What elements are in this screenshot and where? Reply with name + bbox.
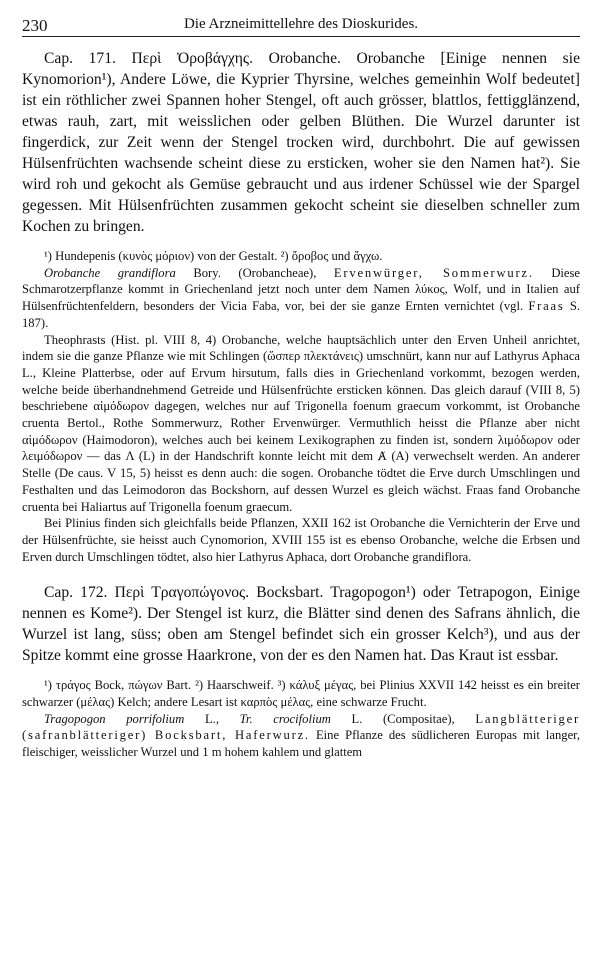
footnote-marks-171: ¹) Hundepenis (κυνὸς μόριον) von der Gestalt. ²) ὄροβος und ἄγχω. — [44, 249, 383, 263]
commentary-paragraph-3: Bei Plinius finden sich gleichfalls beide Pflanzen, XXII 162 ist Orobanche die Vernichterin der Erve und der Hülsenfrüchte, sie heisst auch Cynomorion, XVIII 155 ist es ebenso Orobanche, welche die Erbsen und Erven durch Umschlingen tödtet, also hier Lathyrus Aphaca, dort Orobanche grandiflora. — [22, 516, 580, 564]
page-body — [22, 48, 580, 761]
commentary-paragraph-2: Theophrasts (Hist. pl. VIII 8, 4) Orobanche, welche hauptsächlich unter den Erven Unheil anrichtet, indem sie die ganze Pflanze wie mit Schlingen (ὥσπερ πλεκτάνεις) umschnürt, kann nur auf Lathyrus Aphaca L., Kleine Platterbse, oder auf Ervum hirsutum, falls dies in Griechenland vorkommt, bezogen werden, welche beide überhandnehmend Getreide und Hülsenfrüchte ersticken können. Das gleich darauf (VIII 8, 5) beschriebene αἱμόδωρον dagegen, welches nur auf Trigonella foenum graecum vorkommt, ist Orobanche cruenta Bertol., Rothe Sommerwurz, Rother Ervenwürger. Vermuthlich heisst die Pflanze aber nicht αἱμόδωρον (Haimodoron), welches auch bei keinem Lexikographen zu finden ist, sondern λιμόδωρον oder λειμόδωρον — das Λ (L) in der Handschrift konnte leicht mit dem Ⱥ (A) verwechselt werden. An anderer Stelle (De caus. V 15, 5) heisst es denn auch: die sogen. Orobanche tödtet die Erve durch Umschlingen und Festhalten und das Leimodoron das Bockshorn, auf dessen Wurzel es gleich wächst. Fraas fand Orobanche cruenta bei Haliartus auf Trigonella foenum graecum. — [22, 332, 580, 514]
species-name-2: Tr. crocifolium — [239, 711, 331, 726]
chapter-172 — [22, 582, 580, 761]
chapter-172-text: Cap. 172. Περὶ Τραγοπώγονος. Bocksbart. Tragopogon¹) oder Tetrapogon, Einige nennen es Kome²). Der Stengel ist kurz, die Blätter sind denen des Safrans ähnlich, die Wurzel ist lang, süss; oben am Stengel befindet sich ein grosser Kelch³), und aus der Spitze kommt eine grosse Haarkrone, von der es den Namen hat. Das Kraut ist essbar. — [22, 584, 580, 665]
running-title: Die Arzneimittellehre des Dioskurides. — [183, 16, 419, 32]
page-header — [22, 10, 580, 37]
commentary-paragraph-172: Tragopogon porrifolium L., Tr. crocifolium L. (Compositae), Langblätteriger (safranblätteriger) Bocksbart, Haferwurz. Eine Pflanze des südlicheren Europas mit langer, fleischiger, weisslicher Wurzel und 1 m hohem kahlem und glattem — [22, 711, 580, 760]
author-name: Fraas — [528, 299, 565, 314]
chapter-172-notes — [22, 677, 580, 761]
species-name: Tragopogon porrifolium — [44, 711, 185, 726]
commentary-paragraph-1: Orobanche grandiflora Bory. (Orobancheae), Ervenwürger, Sommerwurz. Diese Schmarotzerpflanze kommt in Griechenland jetzt noch unter dem Namen λύκος, Wolf, und in Italien auf Hülsenfrüchtenfeldern, besonders der Vicia Faba, vor, bei der sie ganze Ernten vernichtet (vgl. Fraas S. 187). — [22, 265, 580, 330]
common-name-spaced: Ervenwürger, Sommerwurz. — [333, 265, 534, 280]
page-number: 230 — [22, 16, 48, 35]
chapter-171 — [22, 48, 580, 565]
chapter-171-notes — [22, 248, 580, 565]
species-name: Orobanche grandiflora — [44, 265, 176, 280]
common-name-spaced: Langblätteriger (safranblätteriger) Bocksbart, Haferwurz. — [22, 711, 580, 743]
chapter-171-text: Cap. 171. Περὶ Ὀροβάγχης. Orobanche. Orobanche [Einige nennen sie Kynomorion¹), Andere Löwe, die Kyprier Thyrsine, welches gemeinhin Wolf bedeutet] ist ein röthlicher zwei Spannen hoher Stengel, oft auch grösser, blattlos, fettigglänzend, etwas rauh, zart, mit weisslichen oder gelben Blüthen. Die Wurzel darunter ist fingerdick, zur Zeit wenn der Stengel trocken wird, durchbohrt. Die auf gewissen Hülsenfrüchten wachsende scheint diese zu ersticken, woher sie den Namen hat²). Sie wird roh und gekocht als Gemüse gebraucht und aus irdener Schüssel wie der Spargel gegessen. Mit Hülsenfrüchten zusammen gekocht scheint sie dieselben schneller zum Kochen zu bringen. — [22, 50, 580, 235]
footnote-marks-172: ¹) τράγος Bock, πώγων Bart. ²) Haarschweif. ³) κάλυξ μέγας, bei Plinius XXVII 142 heisst es ein breiter schwarzer (μέλας) Kelch; andere Lesart ist καρπὸς μέλας, eine schwarze Frucht. — [22, 678, 580, 710]
